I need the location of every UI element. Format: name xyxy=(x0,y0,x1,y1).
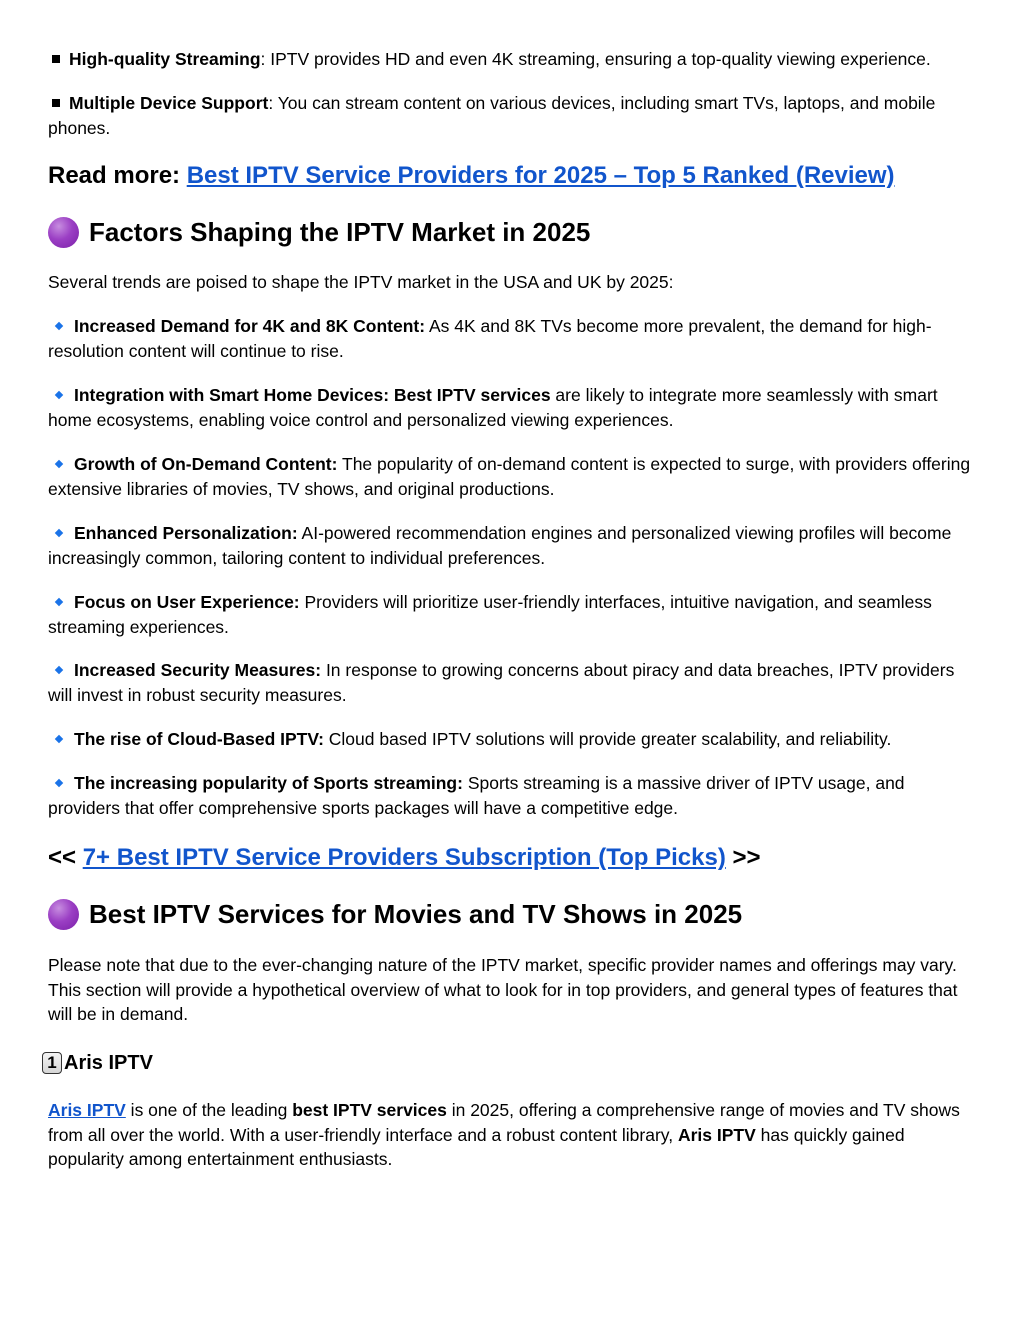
blue-diamond-icon xyxy=(55,598,63,606)
purple-circle-icon xyxy=(48,899,79,930)
provider-description: Aris IPTV is one of the leading best IPTV services in 2025, offering a comprehensive range of movies and TV shows from all over the world. With a user-friendly interface and a robust content library, Aris IPTV has quickly gained popularity among entertainment enthusiasts. xyxy=(48,1100,960,1169)
provider-link[interactable]: Aris IPTV xyxy=(48,1100,126,1120)
provider-heading: 1 Aris IPTV xyxy=(42,1050,972,1076)
blue-diamond-icon xyxy=(55,391,63,399)
keycap-one-icon: 1 xyxy=(42,1052,62,1074)
read-more: Read more: Best IPTV Service Providers for 2025 – Top 5 Ranked (Review) xyxy=(48,162,895,189)
feature-item: High-quality Streaming: IPTV provides HD and even 4K streaming, ensuring a top-quality viewing experience. xyxy=(48,47,978,72)
section-intro: Please note that due to the ever-changing nature of the IPTV market, specific provider names and offerings may vary. This section will provide a hypothetical overview of what to look for in top providers, and general types of features that will be in demand. xyxy=(48,955,958,1024)
trend-item: Increased Security Measures: In response to growing concerns about piracy and data breaches, IPTV providers will invest in robust security measures. xyxy=(48,660,955,705)
section-intro: Several trends are poised to shape the IPTV market in the USA and UK by 2025: xyxy=(48,272,674,292)
section-heading: Best IPTV Services for Movies and TV Shows in 2025 xyxy=(48,898,978,930)
blue-diamond-icon xyxy=(55,666,63,674)
blue-diamond-icon xyxy=(55,779,63,787)
promo-link-line: << 7+ Best IPTV Service Providers Subscription (Top Picks) >> xyxy=(48,844,761,871)
blue-diamond-icon xyxy=(55,529,63,537)
section-heading: Factors Shaping the IPTV Market in 2025 xyxy=(48,216,978,248)
blue-diamond-icon xyxy=(55,460,63,468)
purple-circle-icon xyxy=(48,217,79,248)
trend-item: Focus on User Experience: Providers will prioritize user-friendly interfaces, intuitive navigation, and seamless streaming experiences. xyxy=(48,592,932,637)
read-more-link[interactable]: Best IPTV Service Providers for 2025 – Top 5 Ranked (Review) xyxy=(186,162,895,189)
black-square-icon xyxy=(52,99,60,107)
blue-diamond-icon xyxy=(55,322,63,330)
trend-item: Enhanced Personalization: AI-powered recommendation engines and personalized viewing profiles will become increasingly common, tailoring content to individual preferences. xyxy=(48,523,952,568)
trend-item: Increased Demand for 4K and 8K Content: As 4K and 8K TVs become more prevalent, the demand for high-resolution content will continue to rise. xyxy=(48,316,932,361)
trend-item: Integration with Smart Home Devices: Best IPTV services are likely to integrate more seamlessly with smart home ecosystems, enabling voice control and personalized viewing experiences. xyxy=(48,385,938,430)
trend-item: The increasing popularity of Sports streaming: Sports streaming is a massive driver of IPTV usage, and providers that offer comprehensive sports packages will have a competitive edge. xyxy=(48,773,905,818)
feature-item: Multiple Device Support: You can stream content on various devices, including smart TVs, laptops, and mobile phones. xyxy=(48,93,936,138)
trend-item: The rise of Cloud-Based IPTV: Cloud based IPTV solutions will provide greater scalability, and reliability. xyxy=(48,727,978,752)
blue-diamond-icon xyxy=(55,735,63,743)
promo-link[interactable]: 7+ Best IPTV Service Providers Subscription (Top Picks) xyxy=(82,844,726,871)
black-square-icon xyxy=(52,55,60,63)
trend-item: Growth of On-Demand Content: The popularity of on-demand content is expected to surge, with providers offering extensive libraries of movies, TV shows, and original productions. xyxy=(48,454,971,499)
